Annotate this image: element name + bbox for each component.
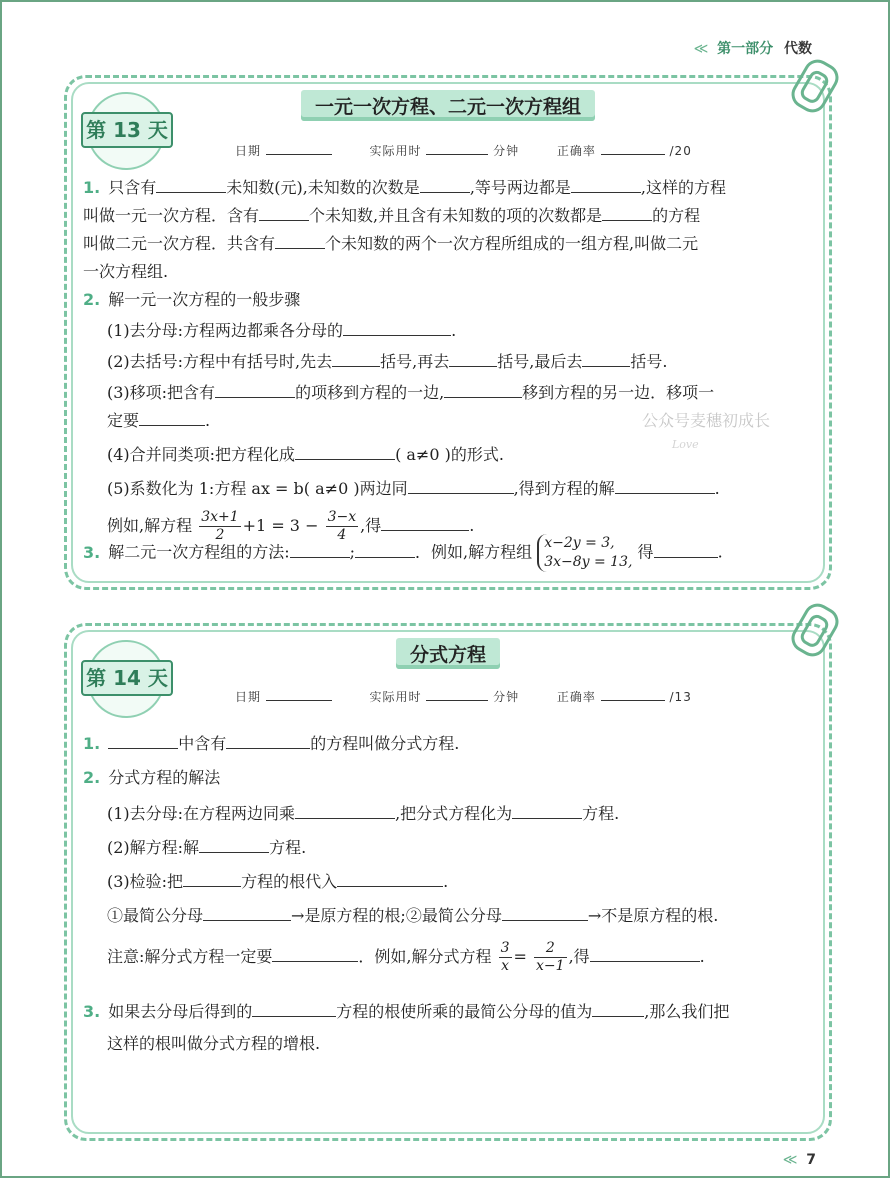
q3-text: 这样的根叫做分式方程的增根. (107, 1034, 321, 1053)
q1-text: 个未知数,并且含有未知数的项的次数都是 (309, 206, 603, 225)
question-number: 1. (83, 178, 101, 197)
step-text: 方程. (269, 838, 307, 857)
q3-text: . (717, 542, 723, 562)
day14-question-3 (83, 998, 815, 1058)
date-blank[interactable] (266, 154, 332, 155)
q1-text: 的方程 (652, 206, 701, 225)
day14-card (64, 623, 832, 1141)
date-blank[interactable] (266, 700, 332, 701)
q1-text: 个未知数的两个一次方程所组成的一组方程,叫做二元 (325, 234, 699, 253)
denominator: x (501, 958, 509, 974)
accuracy-blank[interactable] (601, 154, 665, 155)
question-number: 2. (83, 768, 101, 787)
numerator: 3 (500, 940, 510, 956)
q3-text: ,那么我们把 (644, 1002, 730, 1021)
note-text: 注意:解分式方程一定要 (107, 947, 273, 966)
day14-meta-row (235, 688, 692, 705)
answer-blank[interactable] (295, 801, 395, 819)
q3-text: 解二元一次方程组的方法: (108, 542, 290, 562)
step-text: ,把分式方程化为 (395, 804, 513, 823)
answer-blank[interactable] (355, 540, 415, 558)
double-chevron-left-icon: ≪ (693, 41, 709, 57)
answer-blank[interactable] (408, 476, 514, 494)
step-text: . (451, 321, 457, 340)
answer-blank[interactable] (183, 869, 241, 887)
equation-1: x−2y = 3, (544, 535, 615, 551)
score-total: /13 (669, 690, 692, 704)
answer-blank[interactable] (602, 203, 652, 221)
answer-blank[interactable] (275, 231, 325, 249)
denominator: 4 (337, 527, 347, 543)
note-text: . (699, 947, 705, 966)
step-text: . (205, 411, 211, 430)
answer-blank[interactable] (502, 903, 588, 921)
question-number: 3. (83, 542, 101, 562)
answer-blank[interactable] (199, 835, 269, 853)
step-text: →不是原方程的根. (587, 906, 719, 925)
accuracy-label: 正确率 (556, 144, 596, 158)
answer-blank[interactable] (571, 175, 641, 193)
page-header (694, 38, 812, 58)
step-text: ,得到方程的解 (513, 479, 615, 498)
answer-blank[interactable] (343, 318, 451, 336)
answer-blank[interactable] (420, 175, 470, 193)
answer-blank[interactable] (654, 540, 718, 558)
example-text: 例如,解方程 (107, 516, 193, 535)
equation-2: 3x−8y = 13, (544, 554, 633, 570)
step-text: 方程的根代入 (241, 872, 338, 891)
step-text: (1)去分母:方程两边都乘各分母的 (107, 321, 344, 340)
note-text: = (513, 947, 527, 966)
answer-blank[interactable] (381, 513, 469, 531)
q1-text: 未知数(元),未知数的次数是 (226, 178, 420, 197)
answer-blank[interactable] (337, 869, 443, 887)
q3-text: 方程的根使所乘的最简公分母的值为 (336, 1002, 593, 1021)
answer-blank[interactable] (272, 944, 358, 962)
question-number: 3. (83, 1002, 101, 1021)
time-label: 实际用时 (369, 690, 422, 704)
step-text: ①最简公分母 (107, 906, 204, 925)
day13-question-3 (83, 534, 815, 572)
watermark: 公众号麦穗初成长 (642, 411, 771, 430)
date-label: 日期 (235, 690, 262, 704)
q1-text: ,等号两边都是 (469, 178, 571, 197)
q3-text: ．例如,解方程组 (415, 542, 533, 562)
day13-badge-label: 第 13 天 (81, 112, 173, 148)
q3-text: 如果去分母后得到的 (108, 1002, 253, 1021)
time-blank[interactable] (426, 700, 488, 701)
question-number: 2. (83, 290, 101, 309)
note-text: ．例如,解分式方程 (358, 947, 492, 966)
q1-text: 叫做二元一次方程．共含有 (83, 234, 276, 253)
step-text: 括号. (630, 352, 668, 371)
double-chevron-left-icon: ≪ (782, 1152, 798, 1168)
denominator: 2 (215, 527, 225, 543)
q1-text: ,这样的方程 (640, 178, 726, 197)
question-number: 1. (83, 734, 101, 753)
fraction (499, 940, 512, 975)
time-blank[interactable] (426, 154, 488, 155)
minutes-label: 分钟 (493, 690, 520, 704)
example-text: +1 = 3 − (242, 516, 319, 535)
step-text: (2)去括号:方程中有括号时,先去 (107, 352, 333, 371)
step-text: 移到方程的另一边．移项一 (522, 383, 715, 402)
fraction (534, 940, 567, 975)
step-text: 的项移到方程的一边, (295, 383, 445, 402)
q1-text: 的方程叫做分式方程. (310, 734, 460, 753)
accuracy-blank[interactable] (601, 700, 665, 701)
step-text: (4)合并同类项:把方程化成 (107, 445, 296, 464)
time-label: 实际用时 (369, 144, 422, 158)
step-text: 括号,最后去 (497, 352, 583, 371)
day14-question-2 (83, 764, 815, 975)
equation-system (537, 534, 632, 572)
step-text: →是原方程的根;②最简公分母 (291, 906, 502, 925)
answer-blank[interactable] (290, 540, 350, 558)
date-label: 日期 (235, 144, 262, 158)
answer-blank[interactable] (590, 944, 700, 962)
page-number (783, 1152, 816, 1168)
answer-blank[interactable] (582, 349, 630, 367)
step-text: (3)移项:把含有 (107, 383, 216, 402)
answer-blank[interactable] (156, 175, 226, 193)
day13-question-1 (83, 174, 815, 286)
answer-blank[interactable] (332, 349, 380, 367)
answer-blank[interactable] (203, 903, 291, 921)
answer-blank[interactable] (252, 999, 336, 1017)
answer-blank[interactable] (592, 999, 644, 1017)
q2-title: 解一元一次方程的一般步骤 (108, 290, 301, 309)
q3-text: ; (349, 542, 356, 562)
example-text: ,得 (360, 516, 382, 535)
day13-title: 一元一次方程、二元一次方程组 (301, 90, 595, 121)
day14-badge-label: 第 14 天 (81, 660, 173, 696)
step-text: 定要 (107, 411, 140, 430)
note-text: ,得 (568, 947, 590, 966)
q1-text: 中含有 (178, 734, 227, 753)
answer-blank[interactable] (615, 476, 715, 494)
answer-blank[interactable] (215, 380, 295, 398)
step-text: (3)检验:把 (107, 872, 184, 891)
q1-text: 一次方程组. (83, 262, 169, 281)
numerator: 3x+1 (201, 509, 239, 525)
q1-text: 只含有 (108, 178, 157, 197)
q3-text: 得 (637, 542, 654, 562)
answer-blank[interactable] (512, 801, 582, 819)
day13-meta-row (235, 142, 692, 159)
subject-label: 代数 (784, 41, 812, 57)
answer-blank[interactable] (449, 349, 497, 367)
step-text: (5)系数化为 1:方程 ax = b( a≠0 )两边同 (107, 479, 408, 498)
answer-blank[interactable] (108, 731, 178, 749)
answer-blank[interactable] (295, 442, 395, 460)
day14-badge (81, 656, 173, 702)
step-text: ( a≠0 )的形式. (395, 445, 504, 464)
day14-title: 分式方程 (396, 638, 500, 669)
page-number-value: 7 (806, 1152, 816, 1168)
minutes-label: 分钟 (493, 144, 520, 158)
answer-blank[interactable] (259, 203, 309, 221)
step-text: (1)去分母:在方程两边同乘 (107, 804, 296, 823)
day13-badge (81, 108, 173, 154)
day14-question-1 (83, 730, 815, 758)
step-text: 方程. (582, 804, 620, 823)
q2-title: 分式方程的解法 (108, 768, 221, 787)
part-label: 第一部分 (717, 41, 774, 57)
watermark-sub: Love (672, 438, 699, 451)
answer-blank[interactable] (139, 408, 205, 426)
answer-blank[interactable] (226, 731, 310, 749)
numerator: 2 (534, 940, 567, 958)
answer-blank[interactable] (444, 380, 522, 398)
numerator: 3−x (327, 509, 357, 525)
example-text: . (469, 516, 475, 535)
day13-card (64, 75, 832, 590)
q1-text: 叫做一元一次方程．含有 (83, 206, 260, 225)
accuracy-label: 正确率 (556, 690, 596, 704)
step-text: . (443, 872, 449, 891)
step-text: 括号,再去 (380, 352, 450, 371)
step-text: (2)解方程:解 (107, 838, 200, 857)
step-text: . (714, 479, 720, 498)
score-total: /20 (669, 144, 692, 158)
denominator: x−1 (536, 958, 565, 974)
